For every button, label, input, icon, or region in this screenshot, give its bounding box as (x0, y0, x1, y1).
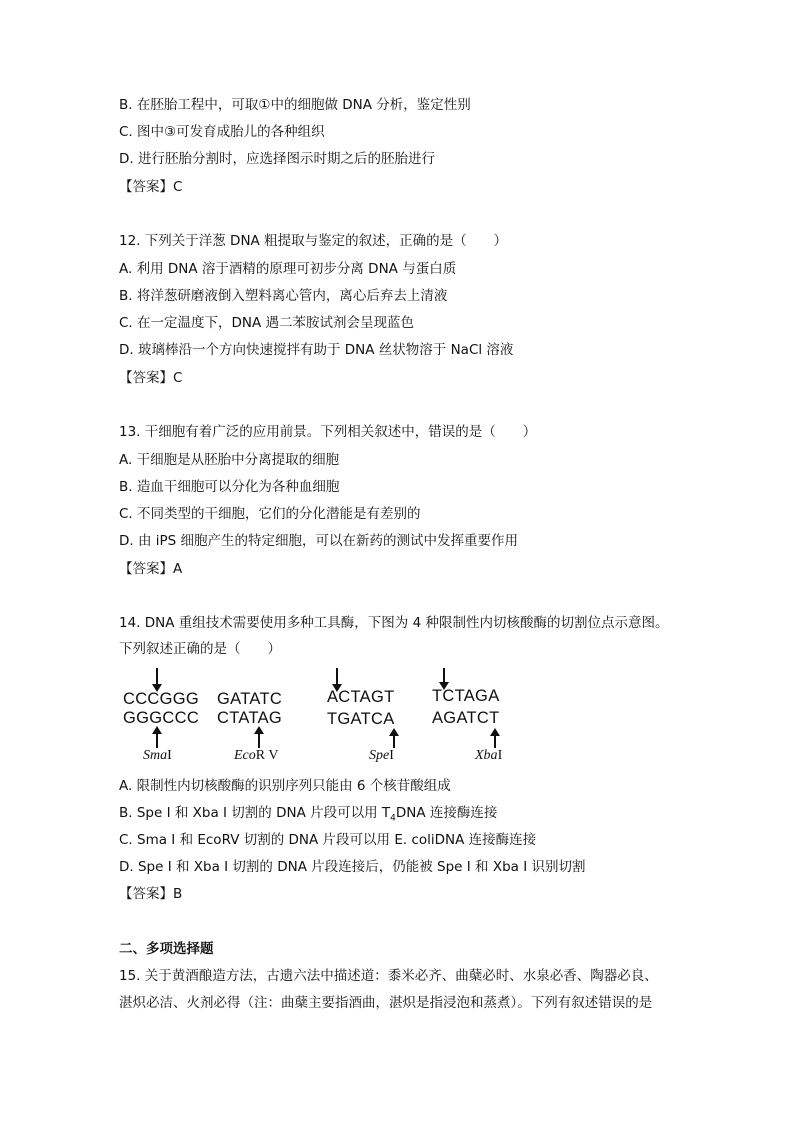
xba-top-cut-arrow-icon (443, 668, 445, 684)
q14-option-a: A. 限制性内切核酸酶的识别序列只能由 6 个核苷酸组成 (119, 778, 451, 794)
q13-answer: 【答案】A (119, 561, 183, 577)
q15-stem-line1: 15. 关于黄酒酿造方法，古遗六法中描述道：黍米必齐、曲蘖必时、水泉必香、陶器必良、 (119, 968, 658, 984)
xba-top-strand: TCTAGA (432, 687, 500, 705)
section-title: 二、多项选择题 (119, 941, 214, 957)
q13-stem: 13. 干细胞有着广泛的应用前景。下列相关叙述中，错误的是（ ） (119, 424, 537, 440)
q13-option-a: A. 干细胞是从胚胎中分离提取的细胞 (119, 452, 340, 468)
spe-top-strand: ACTAGT (327, 688, 395, 706)
xba-enzyme-name: XbaI (475, 748, 503, 763)
xba-bottom-strand: AGATCT (432, 709, 500, 727)
q12-option-d: D. 玻璃棒沿一个方向快速搅拌有助于 DNA 丝状物溶于 NaCl 溶液 (119, 342, 514, 358)
ecorv-top-strand: GATATC (217, 690, 283, 708)
sma-enzyme-name: SmaI (143, 748, 172, 763)
q11-option-c: C. 图中③可发育成胎儿的各种组织 (119, 124, 325, 140)
ecorv-enzyme-name: EcoR V (234, 748, 279, 763)
q11-answer: 【答案】C (119, 179, 183, 195)
q12-option-b: B. 将洋葱研磨液倒入塑料离心管内，离心后弃去上清液 (119, 288, 448, 304)
spe-top-cut-arrow-icon (336, 668, 338, 686)
q14-option-c: C. Sma I 和 EcoRV 切割的 DNA 片段可以用 E. coliDNA 连接酶连接 (119, 832, 537, 848)
q14-option-b: B. Spe I 和 Xba I 切割的 DNA 片段可以用 $T_4DNA$ 连接酶连接 (119, 805, 498, 824)
sma-top-strand: CCCGGG (123, 690, 200, 708)
q11-option-d: D. 进行胚胎分割时，应选择图示时期之后的胚胎进行 (119, 151, 435, 167)
spe-enzyme-name: SpeI (369, 748, 394, 763)
spe-bottom-strand: TGATCA (327, 710, 395, 728)
q15-stem-line2: 湛炽必洁、火剂必得（注：曲蘖主要指酒曲，湛炽是指浸泡和蒸煮）。下列有叙述错误的是 (119, 995, 653, 1011)
q12-option-c: C. 在一定温度下，DNA 遇二苯胺试剂会呈现蓝色 (119, 315, 415, 331)
q11-option-b: B. 在胚胎工程中，可取①中的细胞做 DNA 分析，鉴定性别 (119, 97, 471, 113)
q12-stem: 12. 下列关于洋葱 DNA 粗提取与鉴定的叙述，正确的是（ ） (119, 233, 508, 249)
q14-option-d: D. Spe I 和 Xba I 切割的 DNA 片段连接后，仍能被 Spe I 和 Xba I 识别切割 (119, 859, 586, 875)
restriction-enzyme-figure (119, 662, 539, 772)
xba-bottom-cut-arrow-icon (494, 734, 496, 748)
q14-answer: 【答案】B (119, 886, 183, 902)
sma-top-cut-arrow-icon (156, 668, 158, 686)
q12-option-a: A. 利用 DNA 溶于酒精的原理可初步分离 DNA 与蛋白质 (119, 261, 457, 277)
ecorv-cut-arrow-icon (258, 732, 260, 748)
sma-bottom-strand: GGGCCC (123, 709, 200, 727)
q13-option-b: B. 造血干细胞可以分化为各种血细胞 (119, 479, 340, 495)
ecorv-bottom-strand: CTATAG (217, 709, 283, 727)
sma-bottom-cut-arrow-icon (156, 732, 158, 748)
q13-option-c: C. 不同类型的干细胞，它们的分化潜能是有差别的 (119, 506, 421, 522)
spe-bottom-cut-arrow-icon (393, 734, 395, 748)
q13-option-d: D. 由 iPS 细胞产生的特定细胞，可以在新药的测试中发挥重要作用 (119, 533, 519, 549)
q14-stem-line2: 下列叙述正确的是（ ） (119, 641, 281, 657)
q12-answer: 【答案】C (119, 370, 183, 386)
q14-stem-line1: 14. DNA 重组技术需要使用多种工具酶，下图为 4 种限制性内切核酸酶的切割位点示意图。 (119, 615, 669, 631)
